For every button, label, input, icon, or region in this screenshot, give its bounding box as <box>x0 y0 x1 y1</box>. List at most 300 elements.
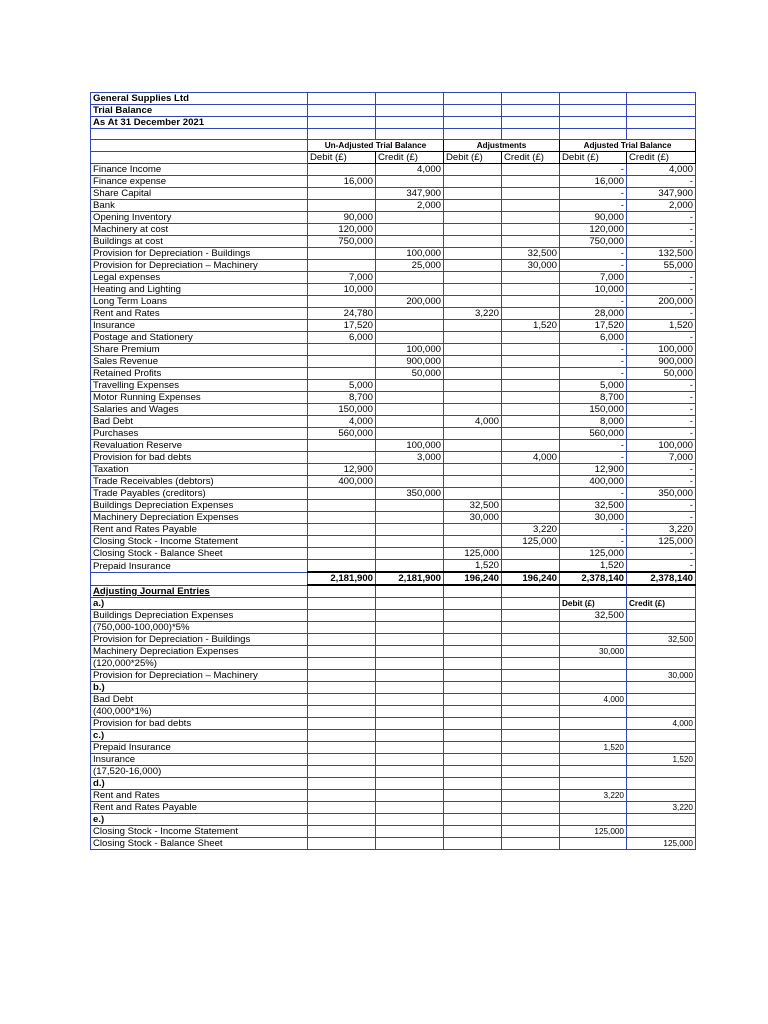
cell[interactable] <box>502 609 560 621</box>
cell[interactable] <box>308 609 376 621</box>
amount-cell[interactable]: - <box>560 356 627 368</box>
amount-cell[interactable]: 7,000 <box>627 452 696 464</box>
journal-label[interactable]: (120,000*25%) <box>91 657 308 669</box>
journal-debit[interactable] <box>560 633 627 645</box>
amount-cell[interactable] <box>308 188 376 200</box>
amount-cell[interactable] <box>376 524 444 536</box>
cell[interactable] <box>308 633 376 645</box>
account-name[interactable]: Share Premium <box>91 344 308 356</box>
amount-cell[interactable] <box>444 284 502 296</box>
cell[interactable] <box>444 837 502 849</box>
amount-cell[interactable]: 55,000 <box>627 260 696 272</box>
account-name[interactable]: Retained Profits <box>91 368 308 380</box>
amount-cell[interactable]: 6,000 <box>308 332 376 344</box>
amount-cell[interactable] <box>308 440 376 452</box>
journal-debit[interactable] <box>560 753 627 765</box>
journal-debit[interactable] <box>560 717 627 729</box>
amount-cell[interactable]: 900,000 <box>376 356 444 368</box>
cell[interactable] <box>502 765 560 777</box>
cell[interactable] <box>376 813 444 825</box>
cell[interactable] <box>502 693 560 705</box>
cell[interactable] <box>502 753 560 765</box>
cell[interactable] <box>502 621 560 633</box>
journal-label[interactable]: (17,520-16,000) <box>91 765 308 777</box>
journal-label[interactable]: Machinery Depreciation Expenses <box>91 645 308 657</box>
amount-cell[interactable]: 1,520 <box>560 560 627 573</box>
journal-credit[interactable] <box>627 693 696 705</box>
journal-debit[interactable] <box>560 813 627 825</box>
amount-cell[interactable] <box>502 488 560 500</box>
amount-cell[interactable]: 90,000 <box>560 212 627 224</box>
amount-cell[interactable] <box>376 464 444 476</box>
journal-credit[interactable]: 32,500 <box>627 633 696 645</box>
amount-cell[interactable]: - <box>560 248 627 260</box>
amount-cell[interactable]: - <box>627 308 696 320</box>
amount-cell[interactable]: 2,000 <box>376 200 444 212</box>
journal-credit[interactable]: 30,000 <box>627 669 696 681</box>
amount-cell[interactable]: 900,000 <box>627 356 696 368</box>
amount-cell[interactable] <box>444 332 502 344</box>
amount-cell[interactable] <box>376 176 444 188</box>
amount-cell[interactable] <box>308 356 376 368</box>
amount-cell[interactable]: 132,500 <box>627 248 696 260</box>
total-cell[interactable]: 2,181,900 <box>376 572 444 585</box>
amount-cell[interactable]: - <box>560 452 627 464</box>
journal-credit[interactable] <box>627 813 696 825</box>
cell[interactable] <box>376 825 444 837</box>
amount-cell[interactable]: 7,000 <box>560 272 627 284</box>
amount-cell[interactable]: - <box>560 200 627 212</box>
amount-cell[interactable] <box>444 344 502 356</box>
amount-cell[interactable] <box>376 320 444 332</box>
journal-label[interactable]: Provision for Depreciation – Machinery <box>91 669 308 681</box>
amount-cell[interactable]: - <box>560 536 627 548</box>
amount-cell[interactable] <box>444 200 502 212</box>
amount-cell[interactable]: 100,000 <box>376 248 444 260</box>
cell[interactable] <box>308 729 376 741</box>
account-name[interactable]: Motor Running Expenses <box>91 392 308 404</box>
account-name[interactable]: Machinery at cost <box>91 224 308 236</box>
amount-cell[interactable]: - <box>627 224 696 236</box>
cell[interactable] <box>376 645 444 657</box>
amount-cell[interactable] <box>376 416 444 428</box>
journal-label[interactable]: c.) <box>91 729 308 741</box>
cell[interactable] <box>444 633 502 645</box>
amount-cell[interactable]: 400,000 <box>560 476 627 488</box>
amount-cell[interactable]: 100,000 <box>376 440 444 452</box>
header-adj-credit[interactable]: Credit (£) <box>502 152 560 164</box>
journal-debit[interactable] <box>560 669 627 681</box>
amount-cell[interactable] <box>502 224 560 236</box>
amount-cell[interactable]: 347,900 <box>627 188 696 200</box>
cell[interactable] <box>627 585 696 597</box>
amount-cell[interactable] <box>308 512 376 524</box>
cell[interactable] <box>376 693 444 705</box>
amount-cell[interactable]: 16,000 <box>560 176 627 188</box>
cell[interactable] <box>376 585 444 597</box>
amount-cell[interactable]: - <box>627 236 696 248</box>
cell[interactable] <box>376 717 444 729</box>
amount-cell[interactable]: - <box>627 464 696 476</box>
amount-cell[interactable]: 12,900 <box>560 464 627 476</box>
journal-label[interactable]: Prepaid Insurance <box>91 741 308 753</box>
amount-cell[interactable]: 150,000 <box>308 404 376 416</box>
cell[interactable] <box>444 813 502 825</box>
amount-cell[interactable]: 28,000 <box>560 308 627 320</box>
cell[interactable] <box>376 597 444 609</box>
amount-cell[interactable] <box>444 188 502 200</box>
amount-cell[interactable] <box>502 236 560 248</box>
amount-cell[interactable] <box>444 176 502 188</box>
account-name[interactable]: Insurance <box>91 320 308 332</box>
amount-cell[interactable] <box>444 272 502 284</box>
amount-cell[interactable]: 17,520 <box>560 320 627 332</box>
journal-label[interactable]: Closing Stock - Income Statement <box>91 825 308 837</box>
cell[interactable] <box>308 837 376 849</box>
journal-credit[interactable] <box>627 609 696 621</box>
total-cell[interactable]: 196,240 <box>502 572 560 585</box>
journal-debit[interactable]: 32,500 <box>560 609 627 621</box>
amount-cell[interactable] <box>308 500 376 512</box>
amount-cell[interactable]: 4,000 <box>376 164 444 176</box>
amount-cell[interactable] <box>376 548 444 560</box>
cell[interactable] <box>502 705 560 717</box>
account-name[interactable]: Buildings at cost <box>91 236 308 248</box>
amount-cell[interactable]: 560,000 <box>308 428 376 440</box>
amount-cell[interactable] <box>502 200 560 212</box>
amount-cell[interactable] <box>308 248 376 260</box>
cell[interactable] <box>444 669 502 681</box>
amount-cell[interactable] <box>502 428 560 440</box>
journal-debit[interactable] <box>560 657 627 669</box>
cell[interactable] <box>444 741 502 753</box>
amount-cell[interactable] <box>502 500 560 512</box>
amount-cell[interactable] <box>502 548 560 560</box>
amount-cell[interactable]: - <box>560 188 627 200</box>
header-unadj-credit[interactable]: Credit (£) <box>376 152 444 164</box>
journal-label[interactable]: Rent and Rates Payable <box>91 801 308 813</box>
journal-debit[interactable] <box>560 705 627 717</box>
journal-credit[interactable] <box>627 765 696 777</box>
amount-cell[interactable]: 32,500 <box>444 500 502 512</box>
account-name[interactable]: Revaluation Reserve <box>91 440 308 452</box>
journal-debit[interactable]: 30,000 <box>560 645 627 657</box>
amount-cell[interactable]: 6,000 <box>560 332 627 344</box>
amount-cell[interactable]: - <box>627 476 696 488</box>
cell[interactable] <box>444 621 502 633</box>
journal-debit[interactable] <box>560 729 627 741</box>
amount-cell[interactable] <box>376 512 444 524</box>
amount-cell[interactable] <box>444 440 502 452</box>
amount-cell[interactable] <box>444 464 502 476</box>
journal-title[interactable]: Adjusting Journal Entries <box>91 585 308 597</box>
journal-credit[interactable] <box>627 645 696 657</box>
cell[interactable] <box>444 609 502 621</box>
amount-cell[interactable] <box>308 344 376 356</box>
amount-cell[interactable]: 125,000 <box>502 536 560 548</box>
cell[interactable] <box>308 801 376 813</box>
cell[interactable] <box>502 729 560 741</box>
amount-cell[interactable] <box>376 560 444 573</box>
cell[interactable] <box>376 765 444 777</box>
journal-debit[interactable]: 125,000 <box>560 825 627 837</box>
journal-credit[interactable] <box>627 777 696 789</box>
amount-cell[interactable]: 100,000 <box>627 440 696 452</box>
amount-cell[interactable]: 1,520 <box>627 320 696 332</box>
account-name[interactable]: Salaries and Wages <box>91 404 308 416</box>
cell[interactable] <box>502 741 560 753</box>
amount-cell[interactable] <box>444 368 502 380</box>
cell[interactable] <box>308 705 376 717</box>
cell[interactable] <box>444 777 502 789</box>
amount-cell[interactable] <box>502 176 560 188</box>
account-name[interactable]: Provision for bad debts <box>91 452 308 464</box>
amount-cell[interactable] <box>308 548 376 560</box>
amount-cell[interactable]: 750,000 <box>308 236 376 248</box>
amount-cell[interactable]: 120,000 <box>308 224 376 236</box>
amount-cell[interactable]: 4,000 <box>308 416 376 428</box>
amount-cell[interactable]: 30,000 <box>560 512 627 524</box>
cell[interactable] <box>376 741 444 753</box>
journal-credit-header[interactable]: Credit (£) <box>627 597 696 609</box>
cell[interactable] <box>308 825 376 837</box>
account-name[interactable]: Finance expense <box>91 176 308 188</box>
group-adjusted[interactable]: Adjusted Trial Balance <box>560 140 696 152</box>
amount-cell[interactable]: - <box>627 404 696 416</box>
cell[interactable] <box>444 765 502 777</box>
amount-cell[interactable]: 3,220 <box>502 524 560 536</box>
total-cell[interactable]: 2,181,900 <box>308 572 376 585</box>
amount-cell[interactable]: 8,700 <box>560 392 627 404</box>
amount-cell[interactable] <box>502 344 560 356</box>
amount-cell[interactable]: 200,000 <box>376 296 444 308</box>
cell[interactable] <box>502 645 560 657</box>
cell[interactable] <box>502 825 560 837</box>
amount-cell[interactable] <box>444 260 502 272</box>
amount-cell[interactable]: 5,000 <box>308 380 376 392</box>
amount-cell[interactable] <box>502 404 560 416</box>
cell[interactable] <box>308 765 376 777</box>
amount-cell[interactable]: - <box>627 416 696 428</box>
amount-cell[interactable]: 750,000 <box>560 236 627 248</box>
amount-cell[interactable]: 32,500 <box>560 500 627 512</box>
amount-cell[interactable]: 17,520 <box>308 320 376 332</box>
amount-cell[interactable] <box>376 212 444 224</box>
cell[interactable] <box>502 681 560 693</box>
header-adj-debit[interactable]: Debit (£) <box>444 152 502 164</box>
journal-debit[interactable] <box>560 837 627 849</box>
amount-cell[interactable] <box>308 452 376 464</box>
cell[interactable] <box>502 657 560 669</box>
amount-cell[interactable]: 50,000 <box>376 368 444 380</box>
journal-credit[interactable] <box>627 621 696 633</box>
account-name[interactable]: Machinery Depreciation Expenses <box>91 512 308 524</box>
account-name[interactable]: Sales Revenue <box>91 356 308 368</box>
journal-debit[interactable] <box>560 777 627 789</box>
journal-label[interactable]: a.) <box>91 597 308 609</box>
cell[interactable] <box>376 837 444 849</box>
amount-cell[interactable] <box>502 464 560 476</box>
amount-cell[interactable]: - <box>560 368 627 380</box>
amount-cell[interactable] <box>502 284 560 296</box>
journal-credit[interactable]: 125,000 <box>627 837 696 849</box>
amount-cell[interactable] <box>444 356 502 368</box>
amount-cell[interactable]: 12,900 <box>308 464 376 476</box>
amount-cell[interactable] <box>444 164 502 176</box>
amount-cell[interactable]: - <box>627 272 696 284</box>
journal-label[interactable]: d.) <box>91 777 308 789</box>
amount-cell[interactable] <box>376 500 444 512</box>
cell[interactable] <box>376 801 444 813</box>
amount-cell[interactable] <box>376 476 444 488</box>
amount-cell[interactable]: 3,000 <box>376 452 444 464</box>
header-final-credit[interactable]: Credit (£) <box>627 152 696 164</box>
amount-cell[interactable]: 16,000 <box>308 176 376 188</box>
amount-cell[interactable]: - <box>627 212 696 224</box>
total-cell[interactable]: 2,378,140 <box>627 572 696 585</box>
amount-cell[interactable]: 30,000 <box>502 260 560 272</box>
account-name[interactable]: Purchases <box>91 428 308 440</box>
journal-label[interactable]: Buildings Depreciation Expenses <box>91 609 308 621</box>
cell[interactable] <box>444 753 502 765</box>
amount-cell[interactable] <box>376 308 444 320</box>
amount-cell[interactable] <box>308 296 376 308</box>
account-name[interactable]: Postage and Stationery <box>91 332 308 344</box>
cell[interactable] <box>308 789 376 801</box>
amount-cell[interactable] <box>376 332 444 344</box>
amount-cell[interactable] <box>444 236 502 248</box>
cell[interactable] <box>560 585 627 597</box>
cell[interactable] <box>502 633 560 645</box>
journal-credit[interactable] <box>627 741 696 753</box>
amount-cell[interactable]: 100,000 <box>627 344 696 356</box>
amount-cell[interactable] <box>502 296 560 308</box>
amount-cell[interactable] <box>502 272 560 284</box>
journal-label[interactable]: Provision for Depreciation - Buildings <box>91 633 308 645</box>
account-name[interactable]: Rent and Rates <box>91 308 308 320</box>
amount-cell[interactable] <box>444 404 502 416</box>
amount-cell[interactable]: - <box>627 500 696 512</box>
header-unadj-debit[interactable]: Debit (£) <box>308 152 376 164</box>
account-name[interactable]: Share Capital <box>91 188 308 200</box>
amount-cell[interactable] <box>308 260 376 272</box>
amount-cell[interactable]: 100,000 <box>376 344 444 356</box>
amount-cell[interactable]: 125,000 <box>627 536 696 548</box>
journal-debit[interactable]: 1,520 <box>560 741 627 753</box>
journal-label[interactable]: Provision for bad debts <box>91 717 308 729</box>
amount-cell[interactable]: - <box>560 164 627 176</box>
journal-debit-header[interactable]: Debit (£) <box>560 597 627 609</box>
account-name[interactable]: Trade Receivables (debtors) <box>91 476 308 488</box>
cell[interactable] <box>376 777 444 789</box>
amount-cell[interactable]: 400,000 <box>308 476 376 488</box>
cell[interactable] <box>444 657 502 669</box>
cell[interactable] <box>308 597 376 609</box>
journal-credit[interactable] <box>627 825 696 837</box>
amount-cell[interactable]: 24,780 <box>308 308 376 320</box>
journal-credit[interactable] <box>627 729 696 741</box>
amount-cell[interactable]: 125,000 <box>444 548 502 560</box>
amount-cell[interactable] <box>376 428 444 440</box>
amount-cell[interactable]: 10,000 <box>560 284 627 296</box>
amount-cell[interactable]: 3,220 <box>444 308 502 320</box>
amount-cell[interactable] <box>444 428 502 440</box>
journal-credit[interactable]: 3,220 <box>627 801 696 813</box>
cell[interactable] <box>444 789 502 801</box>
account-name[interactable]: Legal expenses <box>91 272 308 284</box>
amount-cell[interactable] <box>502 440 560 452</box>
amount-cell[interactable] <box>502 416 560 428</box>
amount-cell[interactable]: 10,000 <box>308 284 376 296</box>
amount-cell[interactable] <box>444 392 502 404</box>
amount-cell[interactable] <box>444 380 502 392</box>
amount-cell[interactable] <box>502 512 560 524</box>
amount-cell[interactable]: - <box>627 548 696 560</box>
amount-cell[interactable]: - <box>560 344 627 356</box>
amount-cell[interactable] <box>308 164 376 176</box>
account-name[interactable]: Buildings Depreciation Expenses <box>91 500 308 512</box>
amount-cell[interactable] <box>308 536 376 548</box>
amount-cell[interactable]: - <box>627 512 696 524</box>
amount-cell[interactable]: 150,000 <box>560 404 627 416</box>
amount-cell[interactable]: - <box>627 332 696 344</box>
journal-credit[interactable] <box>627 657 696 669</box>
cell[interactable] <box>308 693 376 705</box>
cell[interactable] <box>444 801 502 813</box>
amount-cell[interactable]: 125,000 <box>560 548 627 560</box>
cell[interactable] <box>502 669 560 681</box>
amount-cell[interactable] <box>444 452 502 464</box>
journal-label[interactable]: Rent and Rates <box>91 789 308 801</box>
cell[interactable] <box>376 633 444 645</box>
amount-cell[interactable] <box>444 524 502 536</box>
account-name[interactable]: Opening Inventory <box>91 212 308 224</box>
amount-cell[interactable]: 1,520 <box>444 560 502 573</box>
amount-cell[interactable]: 50,000 <box>627 368 696 380</box>
cell[interactable] <box>502 837 560 849</box>
amount-cell[interactable] <box>444 536 502 548</box>
amount-cell[interactable] <box>308 368 376 380</box>
cell[interactable] <box>444 729 502 741</box>
journal-credit[interactable]: 4,000 <box>627 717 696 729</box>
cell[interactable] <box>444 585 502 597</box>
amount-cell[interactable] <box>444 212 502 224</box>
amount-cell[interactable]: - <box>560 440 627 452</box>
account-name[interactable]: Travelling Expenses <box>91 380 308 392</box>
company-name[interactable]: General Supplies Ltd <box>91 93 308 105</box>
amount-cell[interactable] <box>444 320 502 332</box>
journal-debit[interactable]: 3,220 <box>560 789 627 801</box>
total-cell[interactable]: 196,240 <box>444 572 502 585</box>
cell[interactable] <box>308 669 376 681</box>
amount-cell[interactable] <box>502 476 560 488</box>
cell[interactable] <box>308 753 376 765</box>
journal-debit[interactable] <box>560 801 627 813</box>
cell[interactable] <box>308 681 376 693</box>
account-name[interactable]: Finance Income <box>91 164 308 176</box>
account-name[interactable]: Provision for Depreciation - Buildings <box>91 248 308 260</box>
amount-cell[interactable]: 120,000 <box>560 224 627 236</box>
journal-credit[interactable] <box>627 789 696 801</box>
journal-label[interactable]: Bad Debt <box>91 693 308 705</box>
amount-cell[interactable] <box>308 488 376 500</box>
journal-label[interactable]: Insurance <box>91 753 308 765</box>
cell[interactable] <box>376 681 444 693</box>
amount-cell[interactable]: 8,700 <box>308 392 376 404</box>
journal-debit[interactable] <box>560 621 627 633</box>
cell[interactable] <box>308 621 376 633</box>
cell[interactable] <box>308 657 376 669</box>
